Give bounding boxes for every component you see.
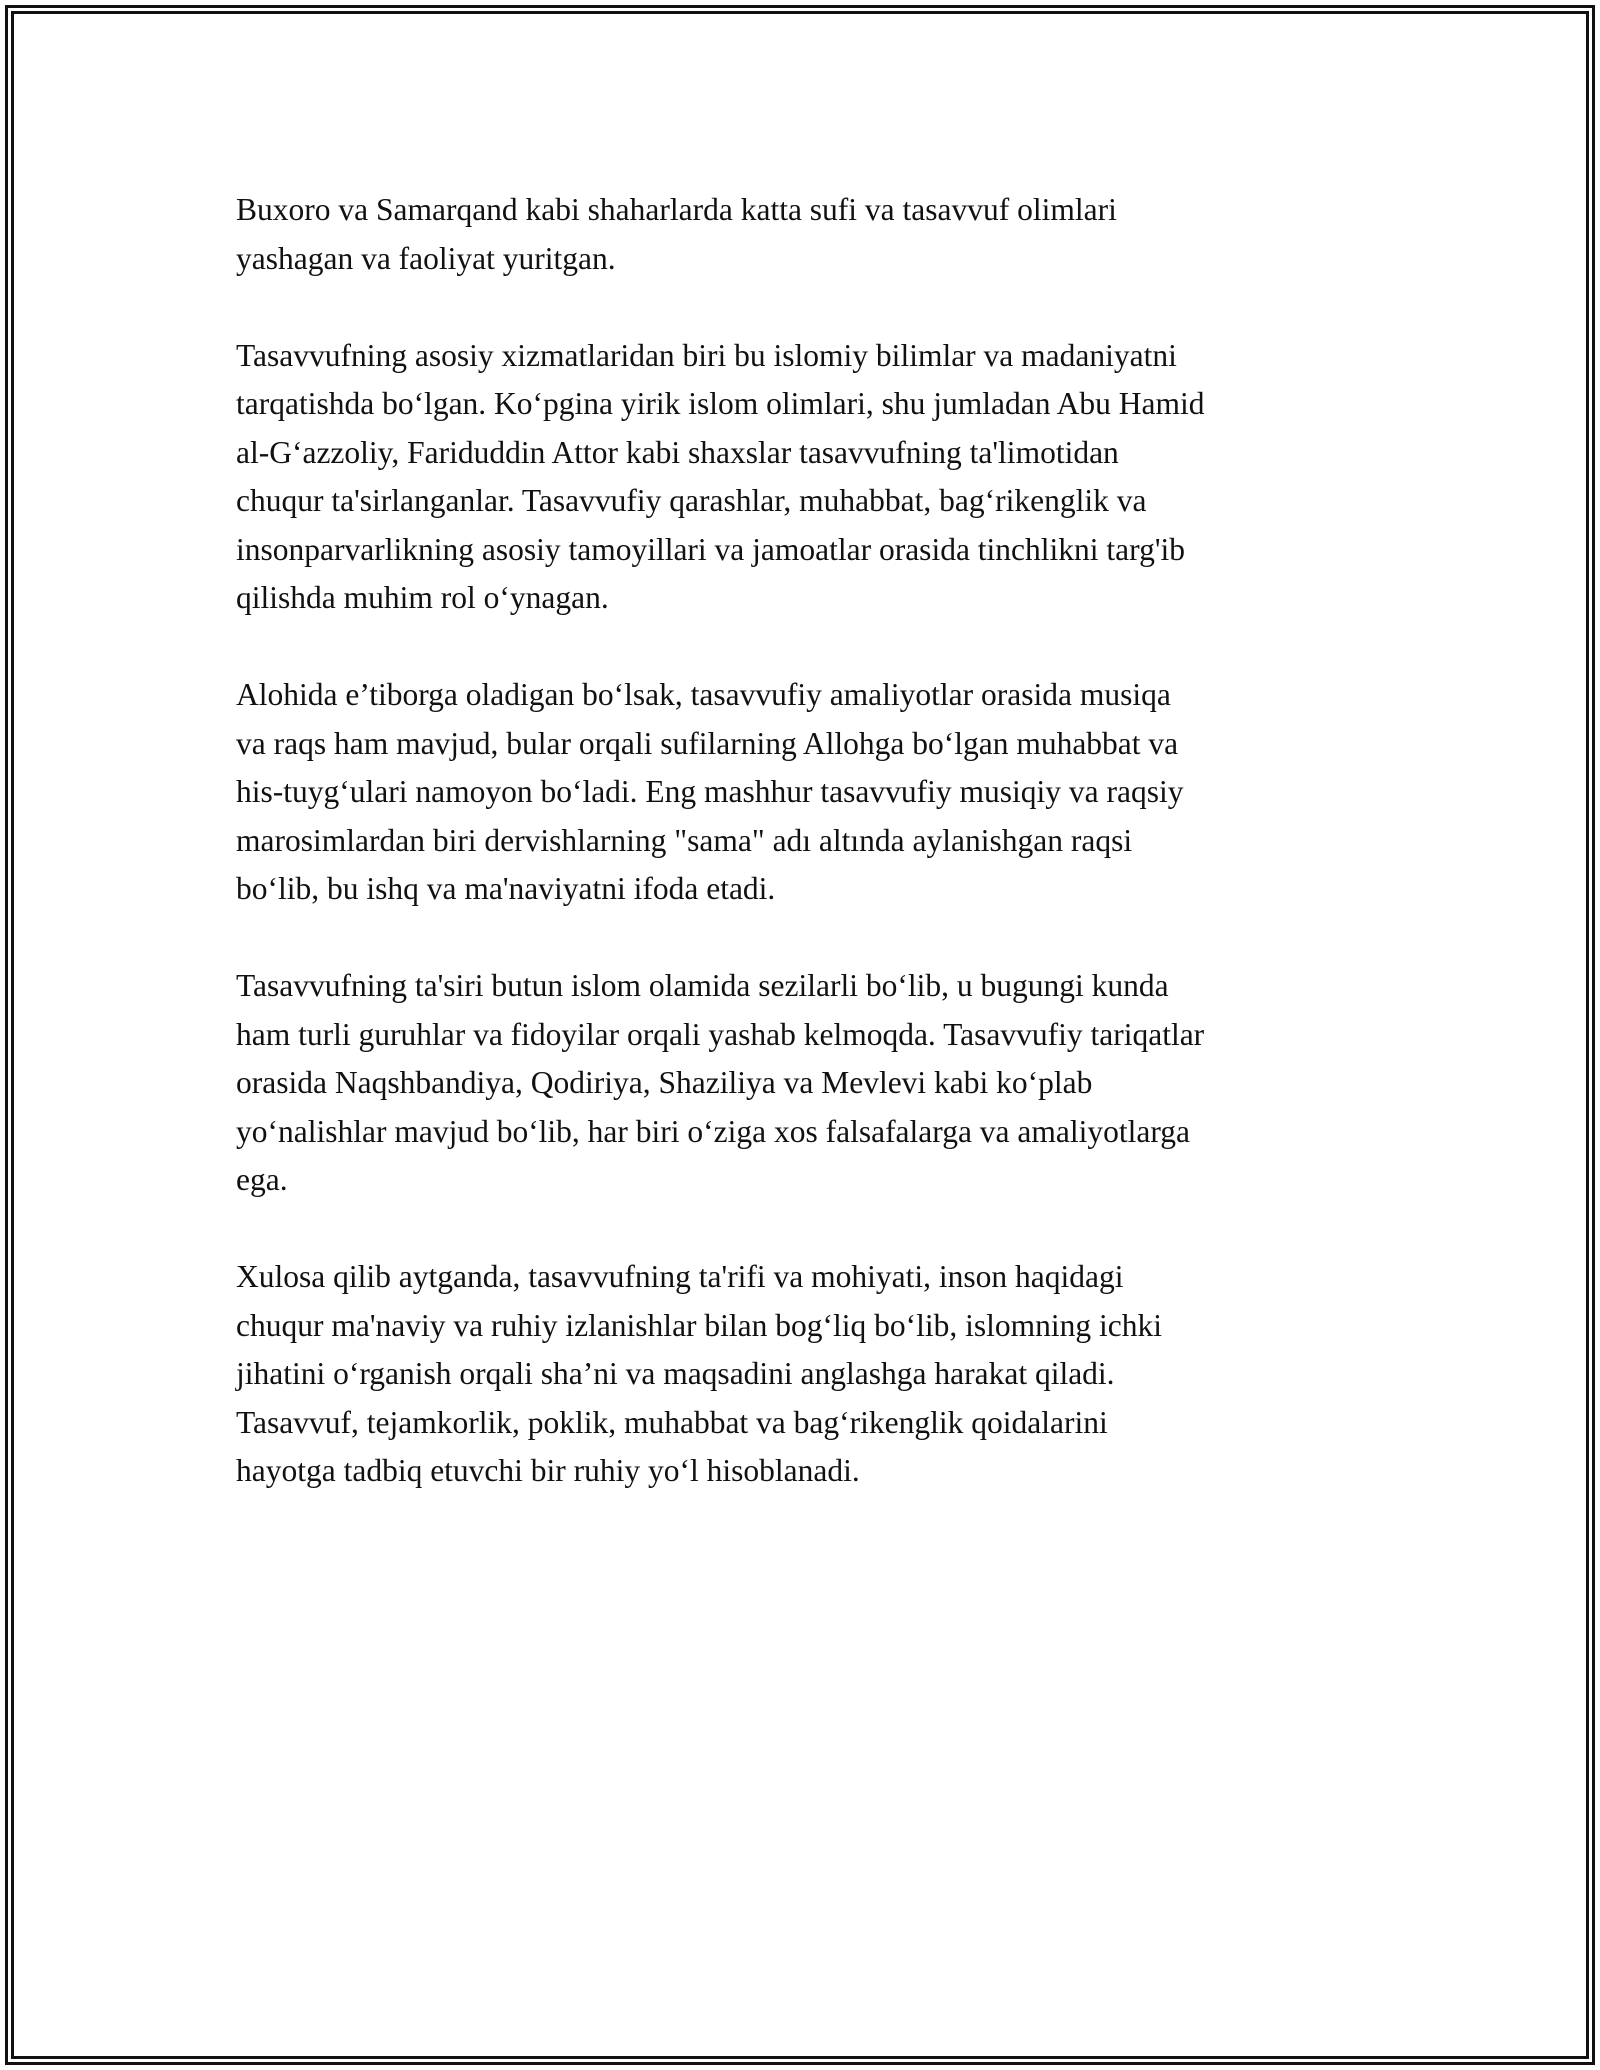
document-body bbox=[236, 186, 1376, 1544]
paragraph-1: Buxoro va Samarqand kabi shaharlarda katta sufi va tasavvuf olimlari yashagan va faoliyat yuritgan. bbox=[236, 192, 1117, 276]
paragraph-3: Alohida e’tiborga oladigan bo‘lsak, tasavvufiy amaliyotlar orasida musiqa va raqs ham mavjud, bular orqali sufilarning Allohga bo‘lgan muhabbat va his-tuyg‘ulari namoyon bo‘ladi. Eng mashhur tasavvufiy musiqiy va raqsiy marosimlardan biri dervishlarning "sama" adı altında aylanishgan raqsi bo‘lib, bu ishq va ma'naviyatni ifoda etadi. bbox=[236, 677, 1184, 906]
paragraph-4: Tasavvufning ta'siri butun islom olamida sezilarli bo‘lib, u bugungi kunda ham turli guruhlar va fidoyilar orqali yashab kelmoqda. Tasavvufiy tariqatlar orasida Naqshbandiya, Qodiriya, Shaziliya va Mevlevi kabi ko‘plab yo‘nalishlar mavjud bo‘lib, har biri o‘ziga xos falsafalarga va amaliyotlarga ega. bbox=[236, 968, 1205, 1197]
paragraph-2: Tasavvufning asosiy xizmatlaridan biri bu islomiy bilimlar va madaniyatni tarqatishda bo‘lgan. Ko‘pgina yirik islom olimlari, shu jumladan Abu Hamid al-G‘azzoliy, Fariduddin Attor kabi shaxslar tasavvufning ta'limotidan chuqur ta'sirlanganlar. Tasavvufiy qarashlar, muhabbat, bag‘rikenglik va insonparvarlikning asosiy tamoyillari va jamoatlar orasida tinchlikni targ'ib qilishda muhim rol o‘ynagan. bbox=[236, 337, 1205, 615]
paragraph-5: Xulosa qilib aytganda, tasavvufning ta'rifi va mohiyati, inson haqidagi chuqur ma'naviy va ruhiy izlanishlar bilan bog‘liq bo‘lib, islomning ichki jihatini o‘rganish orqali sha’ni va maqsadini anglashga harakat qiladi. Tasavvuf, tejamkorlik, poklik, muhabbat va bag‘rikenglik qoidalarini hayotga tadbiq etuvchi bir ruhiy yo‘l hisoblanadi. bbox=[236, 1259, 1163, 1488]
